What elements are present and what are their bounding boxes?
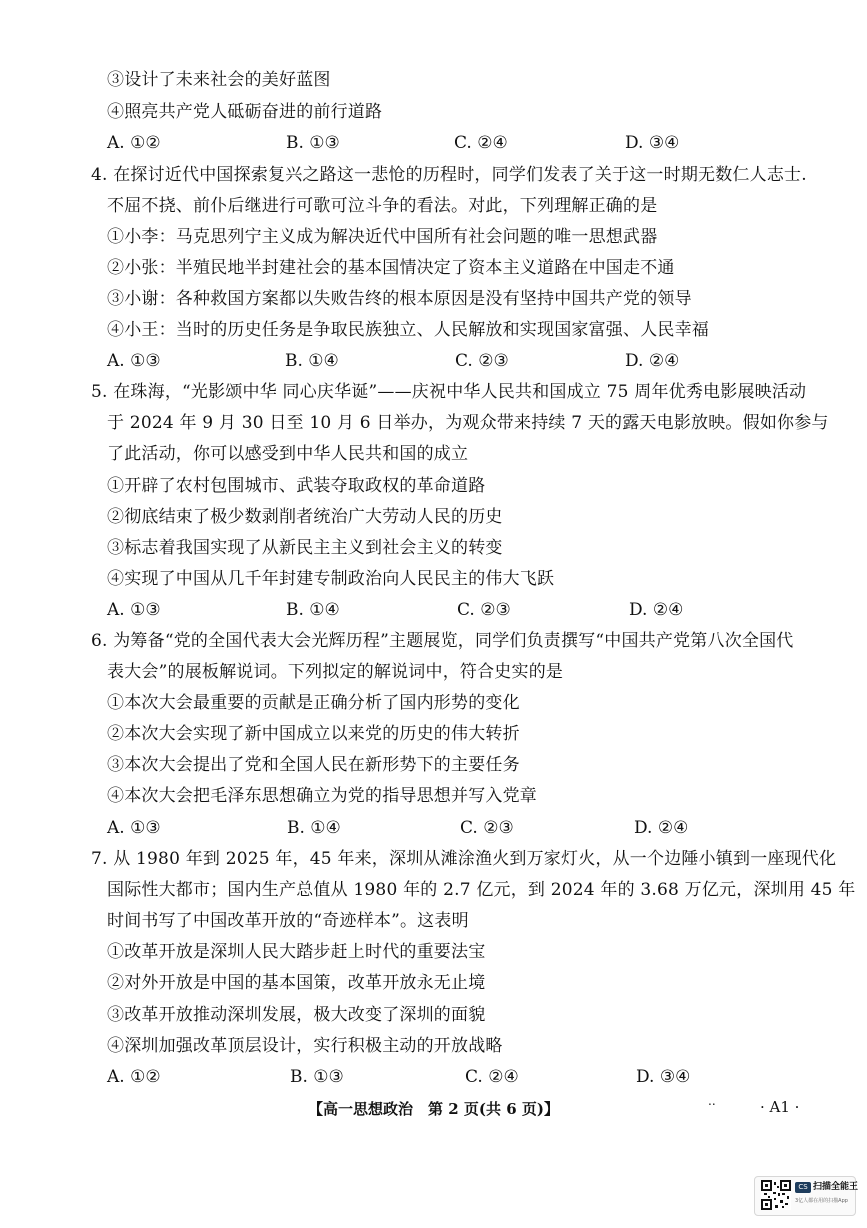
- q6-item-1: ①本次大会最重要的贡献是正确分析了国内形势的变化: [107, 693, 520, 713]
- q6-options: [107, 817, 747, 839]
- q4-stem-line-1: 4. 在探讨近代中国探索复兴之路这一悲怆的历程时，同学们发表了关于这一时期无数仁人志士.: [91, 165, 807, 185]
- q7-item-1: ①改革开放是深圳人民大踏步赶上时代的重要法宝: [107, 942, 486, 962]
- footer-dots: ..: [708, 1094, 716, 1108]
- q6-option-d: D. ②④: [634, 818, 689, 838]
- q6-item-4: ④本次大会把毛泽东思想确立为党的指导思想并写入党章: [107, 786, 537, 806]
- q5-stem-line-3: 了此活动，你可以感受到中华人民共和国的成立: [107, 444, 469, 464]
- q4-stem-line-2: 不屈不挠、前仆后继进行可歌可泣斗争的看法。对此，下列理解正确的是: [107, 196, 658, 216]
- q3-item-4: ④照亮共产党人砥砺奋进的前行道路: [107, 102, 383, 122]
- q4-options: [107, 350, 747, 372]
- q7-option-d: D. ③④: [636, 1067, 691, 1087]
- footer-page-info: 【高一思想政治 第 2 页(共 6 页)】: [308, 1100, 559, 1118]
- q4-option-a: A. ①③: [107, 351, 161, 371]
- q5-option-b: B. ①④: [286, 600, 340, 620]
- scanner-watermark: [754, 1176, 859, 1216]
- q3-options: [107, 132, 747, 154]
- q7-option-c: C. ②④: [465, 1067, 519, 1087]
- q4-option-b: B. ①④: [285, 351, 339, 371]
- q5-stem-line-1: 5. 在珠海，“光影颂中华 同心庆华诞”——庆祝中华人民共和国成立 75 周年优秀电影展映活动: [91, 382, 807, 402]
- q3-option-c: C. ②④: [454, 133, 508, 153]
- q7-options: [107, 1066, 747, 1088]
- q5-item-3: ③标志着我国实现了从新民主主义到社会主义的转变: [107, 538, 503, 558]
- q3-option-b: B. ①③: [286, 133, 340, 153]
- camscanner-logo: CS: [795, 1182, 811, 1193]
- scanner-app-name: 扫描全能王: [813, 1182, 859, 1192]
- q4-option-c: C. ②③: [455, 351, 509, 371]
- q4-item-1: ①小李：马克思列宁主义成为解决近代中国所有社会问题的唯一思想武器: [107, 227, 658, 247]
- q7-option-b: B. ①③: [290, 1067, 344, 1087]
- q4-option-d: D. ②④: [625, 351, 680, 371]
- q6-option-a: A. ①③: [107, 818, 161, 838]
- q6-stem-line-1: 6. 为筹备“党的全国代表大会光辉历程”主题展览，同学们负责撰写“中国共产党第八次全国代: [91, 631, 794, 651]
- q5-options: [107, 599, 747, 621]
- q4-item-3: ③小谢：各种救国方案都以失败告终的根本原因是没有坚持中国共产党的领导: [107, 289, 692, 309]
- q5-item-4: ④实现了中国从几千年封建专制政治向人民民主的伟大飞跃: [107, 569, 555, 589]
- q7-item-2: ②对外开放是中国的基本国策，改革开放永无止境: [107, 973, 486, 993]
- footer-exam-code: · A1 ·: [760, 1098, 800, 1116]
- q6-option-b: B. ①④: [287, 818, 341, 838]
- q6-option-c: C. ②③: [460, 818, 514, 838]
- q6-item-2: ②本次大会实现了新中国成立以来党的历史的伟大转折: [107, 724, 520, 744]
- q7-item-3: ③改革开放推动深圳发展，极大改变了深圳的面貌: [107, 1005, 486, 1025]
- q7-option-a: A. ①②: [107, 1067, 161, 1087]
- q5-option-a: A. ①③: [107, 600, 161, 620]
- q7-stem-line-1: 7. 从 1980 年到 2025 年，45 年来，深圳从滩涂渔火到万家灯火，从一个边陲小镇到一座现代化: [91, 849, 837, 869]
- qr-code-icon: [761, 1180, 791, 1210]
- q3-item-3: ③设计了未来社会的美好蓝图: [107, 70, 331, 90]
- q3-option-d: D. ③④: [625, 133, 680, 153]
- q7-item-4: ④深圳加强改革顶层设计，实行积极主动的开放战略: [107, 1036, 503, 1056]
- q7-stem-line-3: 时间书写了中国改革开放的“奇迹样本”。这表明: [107, 911, 469, 931]
- q4-item-4: ④小王：当时的历史任务是争取民族独立、人民解放和实现国家富强、人民幸福: [107, 320, 709, 340]
- q7-stem-line-2: 国际性大都市；国内生产总值从 1980 年的 2.7 亿元，到 2024 年的 3.68 万亿元，深圳用 45 年: [107, 880, 856, 900]
- page-footer: [0, 1094, 867, 1122]
- q5-item-1: ①开辟了农村包围城市、武装夺取政权的革命道路: [107, 476, 486, 496]
- scanner-tagline: 3亿人都在用的扫描App: [795, 1198, 848, 1204]
- q5-option-d: D. ②④: [629, 600, 684, 620]
- q6-item-3: ③本次大会提出了党和全国人民在新形势下的主要任务: [107, 755, 520, 775]
- q5-item-2: ②彻底结束了极少数剥削者统治广大劳动人民的历史: [107, 507, 503, 527]
- q3-option-a: A. ①②: [107, 133, 161, 153]
- q4-item-2: ②小张：半殖民地半封建社会的基本国情决定了资本主义道路在中国走不通: [107, 258, 675, 278]
- q5-stem-line-2: 于 2024 年 9 月 30 日至 10 月 6 日举办，为观众带来持续 7 天的露天电影放映。假如你参与: [107, 413, 829, 433]
- q6-stem-line-2: 表大会”的展板解说词。下列拟定的解说词中，符合史实的是: [107, 662, 564, 682]
- q5-option-c: C. ②③: [457, 600, 511, 620]
